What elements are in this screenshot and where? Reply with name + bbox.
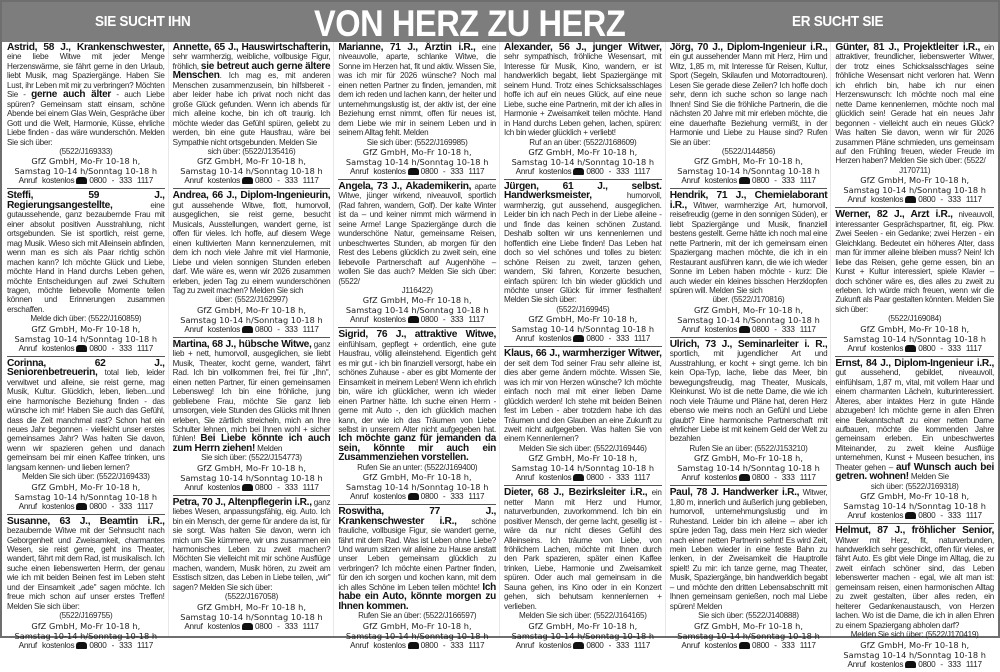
contact-company: GfZ GmbH, Mo-Fr 10-18 h,	[197, 304, 306, 315]
ad-text: sehr sympathisch, fröhliche Wesensart, mit Interesse für Musik, Kino, wandern, er ist handwerklich begabt, liebt Spaziergänge mit seinem Hund. Trotz eines Schicksalsschlages hoffe ich auf ein neues Glück, auf eine neue Liebe, suche eine Partnerin, mit der ich alles in Harmonie + Zweisamkeit teilen möchte. Hand in Hand durchs Leben gehen, lachen, spüren: Ich bin wieder glücklich + verliebt!	[504, 52, 662, 138]
ad-highlight: gerne auch älter	[31, 89, 112, 101]
phone-icon	[739, 642, 750, 649]
ad-column	[831, 42, 997, 669]
personal-ad	[835, 526, 994, 671]
ad-heading: Roswitha, 77 J., Krankenschwester i.R.,	[338, 506, 497, 527]
phone-number[interactable]: 0800 - 333 1117	[255, 324, 319, 334]
ad-code: (5522/J167058)	[224, 592, 279, 602]
contact-weekend-hours: Samstag 10-14 h/Sonntag 10-18 h	[511, 156, 655, 167]
ad-heading: Jürgen, 61 J., selbst. Handwerksmeister,	[504, 180, 662, 202]
call-free-label: Anruf kostenlos	[515, 166, 572, 176]
phone-icon	[573, 642, 584, 649]
contact-phone-line	[7, 344, 165, 354]
personal-ad	[173, 340, 331, 496]
ad-code: sich über: (5522/J169318)	[870, 481, 959, 491]
contact-weekend-hours: Samstag 10-14 h/Sonntag 10-18 h	[843, 649, 986, 660]
ad-text: sehr warmherzig, weibliche, vollbusige Figur, fröhlich,	[172, 52, 331, 71]
ad-heading: Steffi, 59 J., Regierungsangestellte,	[7, 190, 165, 211]
ad-heading: Helmut, 87 J., fröhlicher Senior,	[835, 525, 995, 537]
call-free-label: Anruf kostenlos	[349, 640, 406, 650]
call-free-label: Anruf kostenlos	[184, 482, 240, 492]
ad-code: Sie sich über: (5522/J169985)	[366, 137, 468, 147]
ad-text-continued: - auch Liebe spüren? Gemeinsam statt einsam, schöne Abende bei einem Glas Wein, Gespräche über Gott und die Welt, Harmonie, Küsse, ehrliche Liebe finden - das wäre wunderschön. Melden Sie sich über:	[7, 90, 165, 147]
phone-number[interactable]: 0800 - 333 1117	[752, 473, 816, 483]
phone-icon	[573, 474, 584, 481]
phone-icon	[242, 623, 253, 630]
personal-ad	[338, 330, 496, 505]
ad-code: sich über: (5522/J135416)	[207, 146, 296, 156]
ad-text: ein attraktiver, freundlicher, liebenswerter Witwer, der trotz eines Schicksalsschlages seine fröhliche Wesensart nicht verloren hat. Wenn ich ehrlich bin, habe ich nur einen Herzenswunsch: Ich möchte noch mal eine nette Dame kennenlernen, möchte noch mal glücklich sein! Gerade hat ein neues Jahr begonnen - vielleicht auch ein neues Glück? Was halten Sie davon, wenn wir für 2026 zusammen Pläne schmieden, uns gemeinsam auf den Frühling freuen, wieder Freude im Herzen haben? Melden Sie sich über: (5522/	[835, 43, 995, 166]
ad-text: eine niveauvolle, aparte, schlanke Witwe, die Sonne im Herzen hat, fit und aktiv. Wissen Sie, was ich mir für 2026 wünsche? Noch mal einen netten Partner zu finden, jemanden, mit dem ich reden und lachen kann, der heiter und unternehmungslustig ist, der aktiv ist, der eine Beziehung ernst nimmt, offen für neues ist, dem Liebe wie mir in seinem Leben und in seinem Alltag fehlt. Melden	[338, 43, 497, 138]
phone-number[interactable]: 0800 - 333 1117	[89, 176, 154, 186]
call-free-label: Anruf kostenlos	[184, 324, 240, 334]
ad-columns	[2, 42, 998, 669]
personal-ad	[173, 191, 331, 337]
ad-code: Melden Sie sich über: (5522/J170419)	[850, 630, 979, 640]
phone-number[interactable]: 0800 - 333 1117	[420, 166, 485, 176]
contact-weekend-hours: Samstag 10-14 h/Sonntag 10-18 h	[843, 501, 986, 512]
contact-weekend-hours: Samstag 10-14 h/Sonntag 10-18 h	[511, 463, 655, 474]
ad-heading: Marianne, 71 J., Ärztin i.R.,	[338, 42, 476, 53]
ad-text: total lieb, leider verwitwet und alleine, sie reist gerne, mag Musik, Kultur. Glücklich, leben, lieben...und eine harmonische Beziehung finden - das wünsche ich mir! Haben Sie auch das Gefühl, dass die Zeit manchmal rast? Schon hat ein neues Jahr begonnen - vielleicht unser erstes gemeinsames Jahr? Was halten Sie davon, wenn wir spazieren gehen und danach gemeinsam bei mir einen Kaffee trinken, uns langsam kennen- und lieben lernen?	[7, 368, 165, 472]
phone-number[interactable]: 0800 - 333 1117	[918, 195, 982, 205]
call-free-label: Anruf kostenlos	[847, 195, 904, 205]
call-free-label: Anruf kostenlos	[847, 343, 904, 353]
page-title: VON HERZ ZU HERZ	[314, 3, 626, 44]
personal-ad	[835, 210, 994, 356]
phone-icon	[739, 474, 750, 481]
contact-phone-line	[670, 641, 828, 651]
ad-code: Rufen Sie an über: (5522/J153210)	[689, 443, 808, 453]
ad-text-continued: . Ich mag es, mit anderen Menschen zusammenzusein, bin hilfsbereit - aber leider habe ich privat noch nicht das große Glück gefunden. Wenn ich abends für mich alleine koche, bin ich oft traurig. Ich möchte wieder das Gefühl spüren, geliebt zu werden, bin eine gute Hausfrau, wäre bei Sympathie nicht ortsgebunden. Melden Sie	[172, 71, 331, 147]
personal-ad	[835, 43, 994, 208]
ad-code: Ruf an an über: (5522/J168609)	[529, 137, 637, 147]
ad-code: Sie sich über: (5522/J140888)	[698, 611, 799, 621]
ad-code: (5522/J144856)	[721, 146, 776, 156]
contact-company: GfZ GmbH, Mo-Fr 10-18 h,	[694, 304, 803, 315]
phone-number[interactable]: 0800 - 333 1117	[89, 501, 154, 511]
contact-company: GfZ GmbH, Mo-Fr 10-18 h,	[362, 295, 472, 306]
phone-icon	[905, 345, 916, 352]
phone-icon	[76, 345, 87, 352]
ad-text: der seit dem Tod seiner Frau sehr alleine ist, dies aber gerne ändern möchte. Wissen Sie, was ich mir von Herzen wünsche? Ich möchte einfach noch mal mit einer lieben Dame glücklich werden! Ich stehe mit beiden Beinen fest im Leben - aber trotzdem habe ich das Träumen und den Glauben an eine Zukunft zu zweit nicht aufgegeben. Was halten Sie von einem Kennenlernen?	[504, 358, 662, 444]
contact-company: GfZ GmbH, Mo-Fr 10-18 h,	[528, 620, 638, 631]
personal-ad	[835, 359, 994, 524]
ad-highlight: auf Wunsch auch bei getren. wohnen!	[835, 461, 995, 483]
contact-company: GfZ GmbH, Mo-Fr 10-18 h,	[694, 453, 803, 464]
contact-phone-line	[504, 641, 662, 651]
phone-number[interactable]: 0800 - 333 1117	[752, 324, 816, 334]
phone-number[interactable]: 0800 - 333 1117	[752, 640, 816, 650]
phone-number[interactable]: 0800 - 333 1117	[918, 343, 982, 353]
call-free-label: Anruf kostenlos	[515, 640, 572, 650]
contact-company: GfZ GmbH, Mo-Fr 10-18 h,	[860, 639, 970, 650]
contact-weekend-hours: Samstag 10-14 h/Sonntag 10-18 h	[677, 463, 820, 474]
phone-number[interactable]: 0800 - 333 1117	[89, 640, 154, 650]
contact-company: GfZ GmbH, Mo-Fr 10-18 h,	[197, 462, 306, 473]
ad-code: (5522/J169755)	[59, 611, 113, 621]
phone-icon	[573, 168, 584, 175]
ad-code: J170711)	[899, 165, 931, 175]
phone-number[interactable]: 0800 - 333 1117	[586, 334, 651, 344]
contact-weekend-hours: Samstag 10-14 h/Sonntag 10-18 h	[180, 472, 323, 483]
contact-weekend-hours: Samstag 10-14 h/Sonntag 10-18 h	[180, 611, 323, 622]
ad-text: ein gut aussehender Mann mit Herz, Hirn und Witz, 1,85 m, mit Interesse für Reisen, Kultur, Sport (Segeln, Skilaufen und Motorradtouren). Lesen Sie gerade diese Zeilen? Ich hoffe doch sehr, denn ich suche schon so lange nach Ihnen! Sind Sie die fröhliche Partnerin, die die nächsten 20 Jahre mit mir erleben möchte, die eine dauerhafte Beziehung vermißt, in der Harmonie und Liebe zu Hause sind? Rufen Sie an über:	[669, 52, 828, 147]
personal-ad	[670, 488, 828, 652]
call-free-label: Anruf kostenlos	[18, 640, 75, 650]
ad-column	[334, 42, 500, 650]
ad-code: J116422)	[401, 285, 433, 295]
contact-company: GfZ GmbH, Mo-Fr 10-18 h,	[362, 472, 472, 483]
ad-text: eine gutaussehende, ganz bezaubernde Frau mit einer absolut positiven Ausstrahlung, nicht ortsgebunden. Sie ist sportlich, reist gerne, mag Musik. Wieso sich mit Alleinsein abfinden, wenn man es sich als Paar richtig schön machen kann? Ich möchte Glück und Liebe, möchte Hand in Hand durchs Leben gehen, möchte Entscheidungen auf zwei Schultern tragen, möchte liebevolle Momente teilen können und Erinnerungen zusammen erschaffen.	[7, 200, 165, 314]
ad-heading: Petra, 70 J., Altenpflegerin i.R.,	[172, 496, 312, 508]
phone-icon	[242, 326, 253, 333]
phone-number[interactable]: 0800 - 333 1117	[255, 176, 319, 186]
contact-phone-line	[670, 473, 828, 483]
ad-code: Rufen Sie an über: (5522/J166597)	[358, 611, 477, 621]
phone-number[interactable]: 0800 - 333 1117	[918, 511, 982, 521]
ad-text-continued: Melden	[255, 443, 283, 453]
phone-icon	[76, 503, 87, 510]
ad-text: gut aussehend, gebildet, niveauvoll, einfühlsam, 1,87 m, vital, mit vollem Haar und einem charmanten Lächeln, kulturinteressiert. Älteres, aber intaktes Herz in gute Hände abzugeben! Ich möchte gerne in allen Ehren eine Bekanntschaft zu einer netten Dame aufbauen, möchte die kommenden Jahre gemeinsam erleben. Ein unbeschwertes Miteinander, zu zweit kleine Ausflüge unternehmen, Kunst + Museen besuchen, ins Theater gehen –	[835, 368, 995, 472]
contact-weekend-hours: Samstag 10-14 h/Sonntag 10-18 h	[14, 333, 158, 344]
personal-ad	[338, 182, 496, 328]
call-free-label: Anruf kostenlos	[18, 176, 75, 186]
personal-ad	[173, 498, 331, 634]
ad-text: ganz lieb + nett, humorvoll, ausgeglichen, sie liebt Musik, Theater, kocht gerne, wandert, fährt Rad. Ich bin vollkommen frei, frei für „Ihn", einen netten Partner, für einen gemeinsamen Lebensweg! Ich bin eine fröhliche, jung gebliebene Frau, möchte Sie ganz lieb umsorgen, viele Stunden des Glücks mit Ihnen erleben, Sie zärtlich streicheln, mich an Ihre Schulter lehnen, mich bei Ihnen wohl + sicher fühlen!	[172, 339, 331, 444]
contact-weekend-hours: Samstag 10-14 h/Sonntag 10-18 h	[14, 166, 158, 177]
phone-number[interactable]: 0800 - 333 1117	[420, 640, 485, 650]
contact-phone-line	[338, 641, 496, 651]
contact-phone-line	[7, 641, 165, 651]
contact-company: GfZ GmbH, Mo-Fr 10-18 h,	[694, 620, 803, 631]
personal-ad	[670, 340, 828, 486]
ad-text: sportlich, mit jugendlicher Art und Ausstrahlung, er kocht + singt gerne. Ich bin kein Opa-Typ, lache, liebe das Meer, bin bewegungsfreudig, mag Theater, Musicals, Kleinkunst. Wo ist die nette Dame, die wie ich noch viele Träume und Pläne hat, deren Herz ebenso wie meins noch an Gefühl und Liebe glaubt? Eine harmonische Partnerschaft mit ehrlicher Liebe ist mit keinem Geld der Welt zu bezahlen	[669, 349, 828, 444]
call-free-label: Anruf kostenlos	[515, 473, 572, 483]
contact-weekend-hours: Samstag 10-14 h/Sonntag 10-18 h	[345, 482, 489, 493]
contact-phone-line	[173, 325, 331, 335]
contact-weekend-hours: Samstag 10-14 h/Sonntag 10-18 h	[677, 630, 820, 641]
call-free-label: Anruf kostenlos	[681, 324, 738, 334]
ad-column	[666, 42, 832, 650]
phone-icon	[408, 316, 419, 323]
ad-text: Witwer mit Herz, fit, naturverbunden, handwerklich sehr geschickt, offen für vieles, er fährt Auto. Es gibt viele Dinge im Alltag, die zu zweit einfach schöner sind, das Leben lebenswerter machen - egal, wie alt man ist: gemeinsam reisen, einen harmonischen Alltag zu zweit gestalten, über alles reden, ein heiterer Gedankenaustausch, von Herzen lachen. Wo ist die Dame, die ich in allen Ehren zu einem Spaziergang abholen darf?	[835, 535, 995, 630]
ad-code: Melden Sie sich über: (5522/J164165)	[518, 611, 647, 621]
contact-weekend-hours: Samstag 10-14 h/Sonntag 10-18 h	[180, 314, 323, 325]
call-free-label: Anruf kostenlos	[18, 501, 75, 511]
ad-column	[169, 42, 335, 636]
contact-phone-line	[835, 660, 994, 670]
ad-code: Melde dich über: (5522/J160859)	[30, 314, 142, 324]
phone-icon	[76, 642, 87, 649]
ad-heading: Paul, 78 J. Handwerker i.R.,	[669, 487, 800, 499]
personal-ad	[7, 359, 165, 515]
contact-weekend-hours: Samstag 10-14 h/Sonntag 10-18 h	[843, 185, 986, 196]
contact-company: GfZ GmbH, Mo-Fr 10-18 h,	[528, 314, 638, 325]
personal-ad	[173, 43, 331, 189]
call-free-label: Anruf kostenlos	[847, 659, 904, 669]
ad-heading: Klaus, 66 J., warmherziger Witwer,	[504, 348, 662, 360]
contact-phone-line	[7, 176, 165, 186]
contact-weekend-hours: Samstag 10-14 h/Sonntag 10-18 h	[511, 324, 655, 335]
ad-highlight: Ich möchte ganz für jemanden da sein, könnte mir auch ein Zusammenziehen vorstellen.	[338, 433, 497, 464]
ad-heading: Günter, 81 J., Projektleiter i.R.,	[835, 42, 981, 53]
phone-icon	[76, 177, 87, 184]
phone-number[interactable]: 0800 - 333 1117	[752, 176, 816, 186]
section-label-she-seeks: SIE SUCHT IHN	[95, 13, 191, 30]
contact-phone-line	[504, 334, 662, 344]
personal-ad	[504, 43, 662, 180]
ad-heading: Corinna, 62 J., Seniorenbetreuerin,	[7, 357, 165, 379]
ad-heading: Astrid, 58 J., Krankenschwester,	[7, 42, 165, 53]
ad-code: Rufen Sie an unter: (5522/J169400)	[357, 462, 478, 472]
phone-icon	[408, 642, 419, 649]
phone-number[interactable]: 0800 - 333 1117	[255, 621, 319, 631]
contact-weekend-hours: Samstag 10-14 h/Sonntag 10-18 h	[345, 156, 489, 167]
call-free-label: Anruf kostenlos	[681, 473, 738, 483]
ad-heading: Martina, 68 J., hübsche Witwe,	[172, 338, 312, 350]
contact-weekend-hours: Samstag 10-14 h/Sonntag 10-18 h	[345, 630, 489, 641]
contact-phone-line	[835, 344, 994, 354]
section-label-he-seeks: ER SUCHT SIE	[792, 13, 884, 30]
phone-number[interactable]: 0800 - 333 1117	[420, 492, 485, 502]
contact-company: GfZ GmbH, Mo-Fr 10-18 h,	[362, 620, 472, 631]
contact-company: GfZ GmbH, Mo-Fr 10-18 h,	[860, 491, 970, 502]
call-free-label: Anruf kostenlos	[515, 334, 572, 344]
contact-company: GfZ GmbH, Mo-Fr 10-18 h,	[197, 601, 306, 612]
contact-weekend-hours: Samstag 10-14 h/Sonntag 10-18 h	[677, 314, 820, 325]
ad-heading: Jörg, 70 J., Diplom-Ingenieur i.R.,	[669, 42, 828, 53]
contact-company: GfZ GmbH, Mo-Fr 10-18 h,	[694, 156, 803, 167]
phone-icon	[739, 326, 750, 333]
personal-ad	[504, 182, 662, 347]
phone-icon	[905, 512, 916, 519]
contact-company: GfZ GmbH, Mo-Fr 10-18 h,	[860, 323, 970, 334]
call-free-label: Anruf kostenlos	[847, 511, 904, 521]
personal-ad	[7, 43, 165, 189]
ad-code: über: (5522/J162997)	[215, 295, 288, 305]
ad-heading: Sigrid, 76 J., attraktive Witwe,	[338, 329, 497, 341]
personal-ad	[7, 517, 165, 653]
personal-ad	[670, 43, 828, 189]
ad-text: Witwer, 1,80 m, innerlich und äußerlich jung geblieben, humorvoll, unternehmungslustig und im Ruhestand. Leider bin ich alleine – aber ich spüre jeden Tag, dass mein Herz sich wieder nach einer netten Partnerin sehnt! Es wird Zeit, mein Leben wieder in eine feste Bahn zu lenken, in der Zweisamkeit die Hauptrolle spielt! Zu mir: ich tanze gerne, mag Theater, Musik, Spaziergänge, bin handwerklich begabt – und möchte den dritten Lebensabschnitt mit Ihnen gemeinsam genießen, noch mal Liebe spüren! Melden	[669, 488, 828, 611]
personal-ad	[7, 191, 165, 356]
ad-heading: Alexander, 56 J., junger Witwer,	[504, 42, 662, 53]
personal-ad	[504, 349, 662, 486]
phone-icon	[905, 661, 916, 668]
ad-text: ganz liebes Wesen, anpassungsfähig, eig. Auto. Ich bin ein Mensch, der gerne für andere da ist, für sie sorgt. Was halten Sie davon, wenn ich mich um Sie kümmere, wir uns zusammen ein harmonisches Leben zu zweit machen? Möchten Sie vielleicht mit mir schöne Ausflüge machen, wandern, Musik hören, zu zweit am Esstisch sitzen, das Leben in Liebe teilen, „wir" sagen? Melden Sie sich über:	[172, 497, 331, 592]
phone-number[interactable]: 0800 - 333 1117	[89, 343, 154, 353]
contact-phone-line	[7, 502, 165, 512]
phone-number[interactable]: 0800 - 333 1117	[586, 166, 651, 176]
ad-heading: Angela, 73 J., Akademikerin,	[338, 180, 472, 192]
call-free-label: Anruf kostenlos	[18, 343, 75, 353]
ad-text: Witwer, warmherzige Art, humorvoll, reisefreudig (gerne in den sonnigen Süden), er liebt Spaziergänge und Musik, finanziell bestens gestellt. Gerne hätte ich noch mal eine nette Partnerin, mit der ich gemeinsam einen Spaziergang machen möchte, die ich in ein Restaurant ausführen kann, die wie ich wieder Sonne im Leben haben möchte - kurz: Die auch wieder ein kleines bisschen Herzklopfen spüren will. Melden Sie sich	[669, 200, 828, 295]
ad-heading: Ulrich, 73 J., Seminarleiter i. R.,	[669, 338, 828, 350]
personal-ad	[338, 507, 496, 652]
ad-text: gut aussehende Witwe, flott, humorvoll, ausgeglichen, sie reist gerne, besucht Musicals, Ausstellungen, wandert gerne, ist offen für vieles. Ich hoffe, auf diesem Wege einen kultivierten Mann kennenzulernen, mit dem ich noch viele Jahre mit viel Harmonie, Liebe und vielen sonnigen Stunden erleben darf. Wie wäre es, wenn wir 2026 zusammen erleben, jeden Tag zu einem wunderschönen Tag zu zweit machen? Melden Sie sich	[172, 200, 331, 295]
phone-icon	[739, 177, 750, 184]
ad-heading: Andrea, 66 J., Diplom-Ingenieurin,	[172, 190, 331, 202]
call-free-label: Anruf kostenlos	[184, 621, 240, 631]
ad-text: schöne frauliche, vollbusige Figur, sie wandert gerne, fährt mit dem Rad. Was ist Leben ohne Liebe? Und warum sitzen wir alleine zu Hause anstatt unser Leben gemeinsam glücklich zu verbringen? Ich möchte einen Partner finden, für den ich sorgen und kochen kann, mit dem ich alles Schöne im Leben teilen möchte!	[338, 516, 497, 592]
ad-highlight: Bei Liebe könnte ich auch zum Herrn ziehen!	[172, 433, 331, 454]
ad-heading: Annette, 65 J., Hauswirtschafterin,	[172, 42, 331, 53]
contact-company: GfZ GmbH, Mo-Fr 10-18 h,	[860, 175, 970, 186]
contact-company: GfZ GmbH, Mo-Fr 10-18 h,	[197, 156, 306, 167]
ad-column	[3, 42, 169, 650]
ad-heading: Susanne, 63 J., Beamtin i.R.,	[7, 515, 165, 527]
personal-ad	[504, 488, 662, 652]
ad-code: Sie sich über: (5522/J154773)	[201, 453, 302, 463]
phone-icon	[242, 484, 253, 491]
contact-weekend-hours: Samstag 10-14 h/Sonntag 10-18 h	[511, 630, 655, 641]
ad-column	[500, 42, 666, 650]
contact-company: GfZ GmbH, Mo-Fr 10-18 h,	[362, 146, 472, 157]
contact-company: GfZ GmbH, Mo-Fr 10-18 h,	[31, 620, 141, 631]
contact-phone-line	[670, 325, 828, 335]
ad-heading: Werner, 82 J., Arzt i.R.,	[835, 209, 953, 221]
call-free-label: Anruf kostenlos	[349, 492, 406, 502]
contact-weekend-hours: Samstag 10-14 h/Sonntag 10-18 h	[14, 630, 158, 641]
ad-text: humorvoll, warmherzig, gut aussehend, ausgeglichen. Leider bin ich nach Pech in der Liebe alleine - und finde das keinen schönen Zustand. Deshalb sollten wir uns kennenlernen und hoffentlich eine Liebe finden! Das Leben hat doch so viel schönes und tolles zu bieten: schöne Reisen zu zweit, tanzen gehen, wandern, Ski fahren, Konzerte besuchen, einfach spüren: Ich bin wieder glücklich und möchte unser Glück für immer festhalten! Melden Sie sich über:	[504, 191, 662, 305]
contact-company: GfZ GmbH, Mo-Fr 10-18 h,	[528, 453, 638, 464]
ad-code: (5522/J169945)	[556, 304, 610, 314]
phone-icon	[905, 196, 916, 203]
call-free-label: Anruf kostenlos	[184, 176, 240, 186]
phone-icon	[242, 177, 253, 184]
ad-code: Melden Sie sich über: (5522/J169446)	[518, 443, 647, 453]
ad-code: Melden Sie sich über: (5522/J169433)	[21, 472, 150, 482]
page-header	[2, 2, 998, 42]
ad-text: einfühlsam, gepflegt + ordentlich, eine gute Hausfrau, völlig alleinstehend. Eigentlich geht es mir gut - ich bin finanziell versorgt, habe ein schönes Zuhause - aber es gibt Momente der Einsamkeit in meinem Leben! Wenn ich ehrlich bin, wäre ich glücklicher, wenn ich wieder einen Partner hätte. Ich suche einen Herrn - gerne mit Auto -, den ich glücklich machen kann, der wie ich das Träumen von Liebe selbst in unserem Alter nicht aufgegeben hat.	[338, 339, 497, 434]
ad-highlight: sie betreut auch gerne ältere Menschen	[172, 60, 331, 82]
contact-phone-line	[504, 473, 662, 483]
contact-weekend-hours: Samstag 10-14 h/Sonntag 10-18 h	[180, 166, 323, 177]
ad-text: bezaubernde Witwe mit der Sehnsucht nach Geborgenheit und Zweisamkeit, charmantes Wesen, sie reist gerne, geht ins Theater, wandert, fährt mit dem Rad, ist musikalisch. Ich suche einen liebenswerten Herrn, der genau wie ich mit beiden Beinen fest im Leben steht und der Einsamkeit „ade" sagen möchte. Ich freue mich schon auf unser erstes Treffen! Melden Sie sich über:	[7, 526, 165, 611]
phone-icon	[408, 168, 419, 175]
call-free-label: Anruf kostenlos	[349, 315, 406, 325]
phone-number[interactable]: 0800 - 333 1117	[918, 659, 982, 669]
contact-phone-line	[173, 176, 331, 186]
contact-phone-line	[504, 167, 662, 177]
call-free-label: Anruf kostenlos	[681, 640, 738, 650]
contact-phone-line	[173, 483, 331, 493]
contact-phone-line	[835, 511, 994, 521]
ad-heading: Dieter, 68 J., Bezirksleiter i.R.,	[504, 487, 648, 499]
contact-phone-line	[338, 167, 496, 177]
contact-company: GfZ GmbH, Mo-Fr 10-18 h,	[31, 481, 141, 492]
ad-highlight: Ich habe ein Auto, könnte morgen zu Ihnen kommen.	[338, 581, 497, 612]
phone-number[interactable]: 0800 - 333 1117	[586, 640, 651, 650]
phone-icon	[573, 335, 584, 342]
phone-number[interactable]: 0800 - 333 1117	[586, 473, 651, 483]
contact-phone-line	[173, 622, 331, 632]
contact-phone-line	[338, 315, 496, 325]
contact-phone-line	[835, 195, 994, 205]
contact-company: GfZ GmbH, Mo-Fr 10-18 h,	[31, 323, 141, 334]
ad-text-continued: Melden Sie	[908, 472, 949, 482]
contact-company: GfZ GmbH, Mo-Fr 10-18 h,	[31, 156, 141, 167]
phone-number[interactable]: 0800 - 333 1117	[420, 315, 485, 325]
phone-number[interactable]: 0800 - 333 1117	[255, 482, 319, 492]
contact-weekend-hours: Samstag 10-14 h/Sonntag 10-18 h	[345, 305, 489, 316]
ad-text: aparte Witwe, jünger wirkend, niveauvoll, sportlich (Rad fahren, wandern, Golf). Der kalte Winter ist da – und keiner nimmt mich wärmend in seine Arme! Lange Spaziergänge durch die wunderschöne Natur, gemeinsame Reisen, unbeschwertes Stunden, ab morgen für den Rest des Lebens glücklich zu zweit sein, eine liebevolle Partnerschaft auf Augenhöhe – wollen Sie das auch? Melden Sie sich über: (5522/	[338, 181, 497, 286]
ad-heading: Ernst, 84 J., Diplom-Ingenieur i.R.,	[835, 357, 995, 369]
ad-heading: Hendrik, 71 J., Chemielaborant i.R.,	[669, 190, 828, 211]
personal-ad	[670, 191, 828, 337]
ad-code: über. (5522/J170816)	[712, 295, 785, 305]
call-free-label: Anruf kostenlos	[349, 166, 406, 176]
contact-phone-line	[338, 492, 496, 502]
contact-company: GfZ GmbH, Mo-Fr 10-18 h,	[528, 146, 638, 157]
personal-ad	[338, 43, 496, 180]
contact-weekend-hours: Samstag 10-14 h/Sonntag 10-18 h	[677, 166, 820, 177]
ad-code: (5522/J169333)	[59, 146, 113, 156]
call-free-label: Anruf kostenlos	[681, 176, 738, 186]
ad-code: (5522/J169084)	[888, 314, 942, 324]
contact-weekend-hours: Samstag 10-14 h/Sonntag 10-18 h	[843, 333, 986, 344]
ad-text: eine liebe Witwe mit jeder Menge Herzenswärme, sie fährt gerne in den Urlaub, liebt Musik, mag Spaziergänge. Haben Sie Lust, ihr Leben mit mir zu verbringen? Möchten Sie -	[7, 52, 165, 100]
ad-text: niveauvoll, interessanter Gesprächspartner, fit, eig. Pkw. Zwei Seelen - ein Gedanke; zwei Herzen - ein Gleichklang. Bedeutet ein höheres Alter, dass man für immer alleine bleiben muss? Nein! Ich liebe das Reisen, gehe gerne essen, bin an Kunst + Kultur interessiert, spiele Klavier – doch schöner wäre es, dies alles zu zweit zu erleben. Ich würde mich freuen, wenn wir die Zukunft als Paar gestalten könnten. Melden Sie sich über:	[835, 210, 995, 314]
contact-weekend-hours: Samstag 10-14 h/Sonntag 10-18 h	[14, 491, 158, 502]
phone-icon	[408, 493, 419, 500]
contact-phone-line	[670, 176, 828, 186]
ad-text: ein netter Mann mit Herz und Humor, naturverbunden, zuvorkommend. Ich bin ein positiver Mensch, der gerne lacht, gesellig ist - wäre da nur nicht dieses Gefühl des Alleinseins. Ich träume von Liebe, von fröhlichem Lachen, möchte mit Ihnen durch den Park spazieren, später einen Kaffee trinken, Liebe, Harmonie und Zweisamkeit spüren. Oder auch mal gemeinsam in die Sauna gehen, ins Kino oder in ein Konzert gehen, sich behutsam kennenlernen + verlieben.	[504, 488, 662, 611]
